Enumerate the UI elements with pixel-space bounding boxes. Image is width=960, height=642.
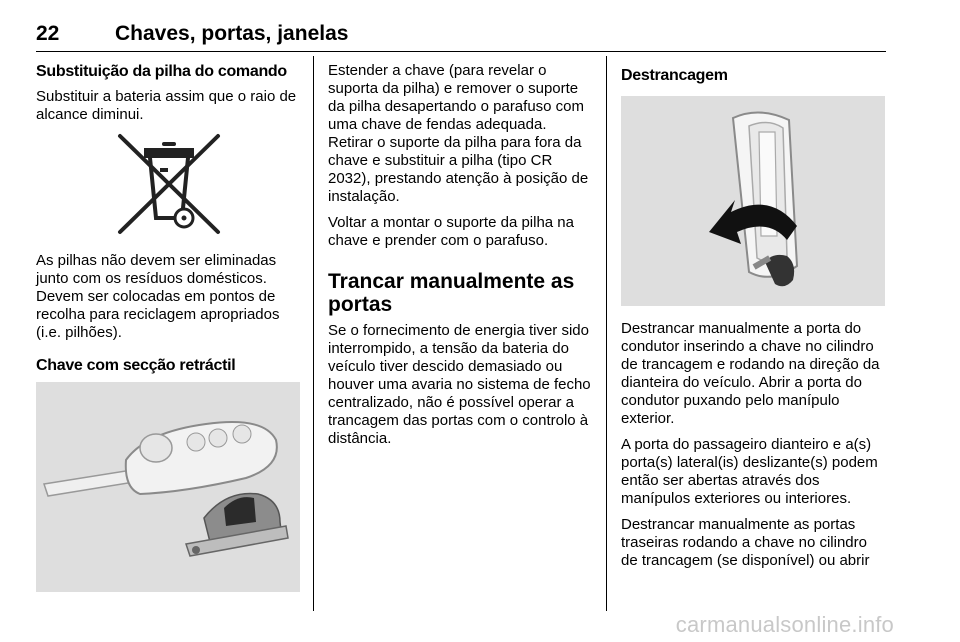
- manual-lock-heading: Trancar manualmente as portas: [328, 270, 575, 316]
- chapter-title: Chaves, portas, janelas: [115, 22, 349, 45]
- column-divider: [313, 56, 314, 611]
- intro-paragraph: Substituir a bateria assim que o raio de alcance diminui.: [36, 88, 297, 123]
- left-column: [36, 62, 302, 592]
- page-number: 22: [36, 22, 60, 45]
- power-failure-paragraph: Se o fornecimento de energia tiver sido interrompido, a tensão da bateria do veículo tiver descido demasiado ou houver uma avaria no sistema de fecho centralizado, não é possível operar a trancagem das portas com o controlo à distância.: [328, 322, 591, 447]
- middle-column: [328, 62, 594, 456]
- header-divider: [36, 51, 886, 52]
- door-handle-illustration: [621, 96, 885, 306]
- extend-key-paragraph: Estender a chave (para revelar o suporta da pilha) e remover o suporte da pilha desapertando o parafuso com uma chave de fendas adequada. Retirar o suporte da pilha para fora da chave e substituir a pilha (tipo CR 2032), prestando atenção à posição de instalação.: [328, 62, 589, 205]
- watermark: carmanualsonline.info: [675, 612, 894, 637]
- passenger-doors-paragraph: A porta do passageiro dianteiro e a(s) porta(s) lateral(is) deslizante(s) podem então ser abertas através dos manípulos exteriores ou interiores.: [621, 436, 878, 507]
- retractable-key-heading: Chave com secção retráctil: [36, 357, 236, 374]
- reassemble-paragraph: Voltar a montar o suporte da pilha na chave e prender com o parafuso.: [328, 214, 574, 249]
- key-illustration: [36, 382, 300, 592]
- unlocking-heading: Destrancagem: [621, 67, 728, 84]
- right-column: [621, 62, 887, 578]
- column-divider: [606, 56, 607, 611]
- recycling-figure: [36, 132, 302, 244]
- driver-door-paragraph: Destrancar manualmente a porta do condutor inserindo a chave no cilindro de trancagem e rodando na direção da dianteira do veículo. Abrir a porta do condutor puxando pelo manípulo exterior.: [621, 320, 880, 427]
- crossed-bin-icon: [114, 132, 224, 238]
- rear-doors-paragraph: Destrancar manualmente as portas traseiras rodando a chave no cilindro de trancagem (se disponível) ou abrir: [621, 516, 870, 569]
- disposal-paragraph: As pilhas não devem ser eliminadas junto com os resíduos domésticos. Devem ser colocadas em pontos de recolha para reciclagem apropriados (i.e. pilhões).: [36, 252, 280, 341]
- battery-replacement-heading: Substituição da pilha do comando: [36, 63, 287, 80]
